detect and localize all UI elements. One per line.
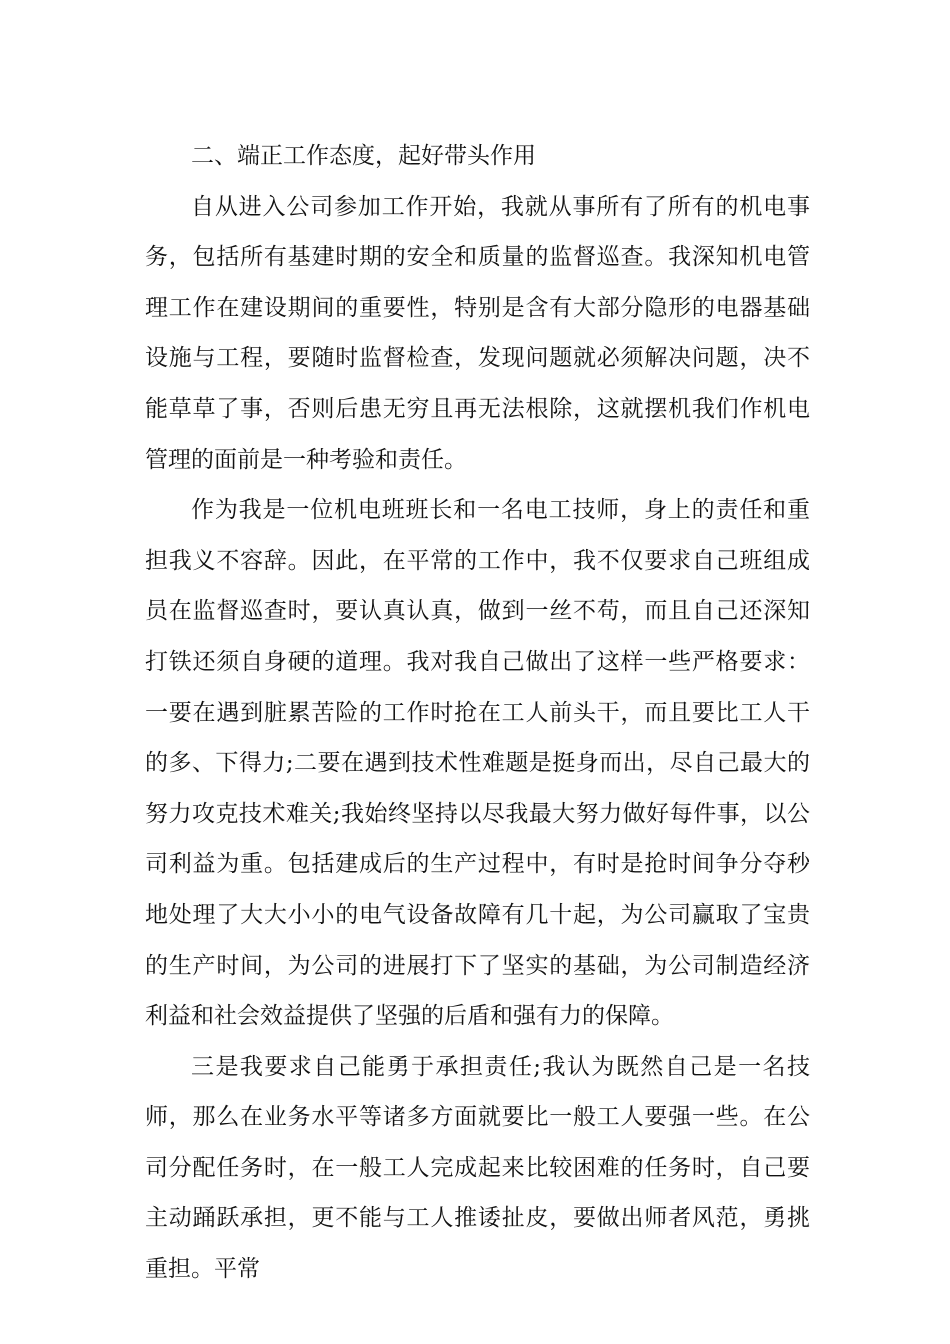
paragraph-2: 作为我是一位机电班班长和一名电工技师，身上的责任和重担我义不容辞。因此，在平常的工作中，我不仅要求自己班组成员在监督巡查时，要认真认真，做到一丝不苟，而且自己还深知打铁还须自身硬的道理。我对我自己做出了这样一些严格要求：一要在遇到脏累苦险的工作时抢在工人前头干，而且要比工人干的多、下得力;二要在遇到技术性难题是挺身而出，尽自己最大的努力攻克技术难关;我始终坚持以尽我最大努力做好每件事，以公司利益为重。包括建成后的生产过程中，有时是抢时间争分夺秒地处理了大大小小的电气设备故障有几十起，为公司赢取了宝贵的生产时间，为公司的进展打下了坚实的基础，为公司制造经济利益和社会效益提供了坚强的后盾和强有力的保障。 <box>145 497 810 1030</box>
document-body <box>145 131 810 1295</box>
section-heading: 二、端正工作态度，起好带头作用 <box>191 143 536 169</box>
paragraph-3: 三是我要求自己能勇于承担责任;我认为既然自己是一名技师，那么在业务水平等诸多方面就要比一般工人要强一些。在公司分配任务时，在一般工人完成起来比较困难的任务时，自己要主动踊跃承担，更不能与工人推诿扯皮，要做出师者风范，勇挑重担。平常 <box>145 1053 810 1283</box>
paragraph-1: 自从进入公司参加工作开始，我就从事所有了所有的机电事务，包括所有基建时期的安全和质量的监督巡查。我深知机电管理工作在建设期间的重要性，特别是含有大部分隐形的电器基础设施与工程，要随时监督检查，发现问题就必须解决问题，决不能草草了事，否则后患无穷且再无法根除，这就摆机我们作机电管理的面前是一种考验和责任。 <box>145 193 810 473</box>
